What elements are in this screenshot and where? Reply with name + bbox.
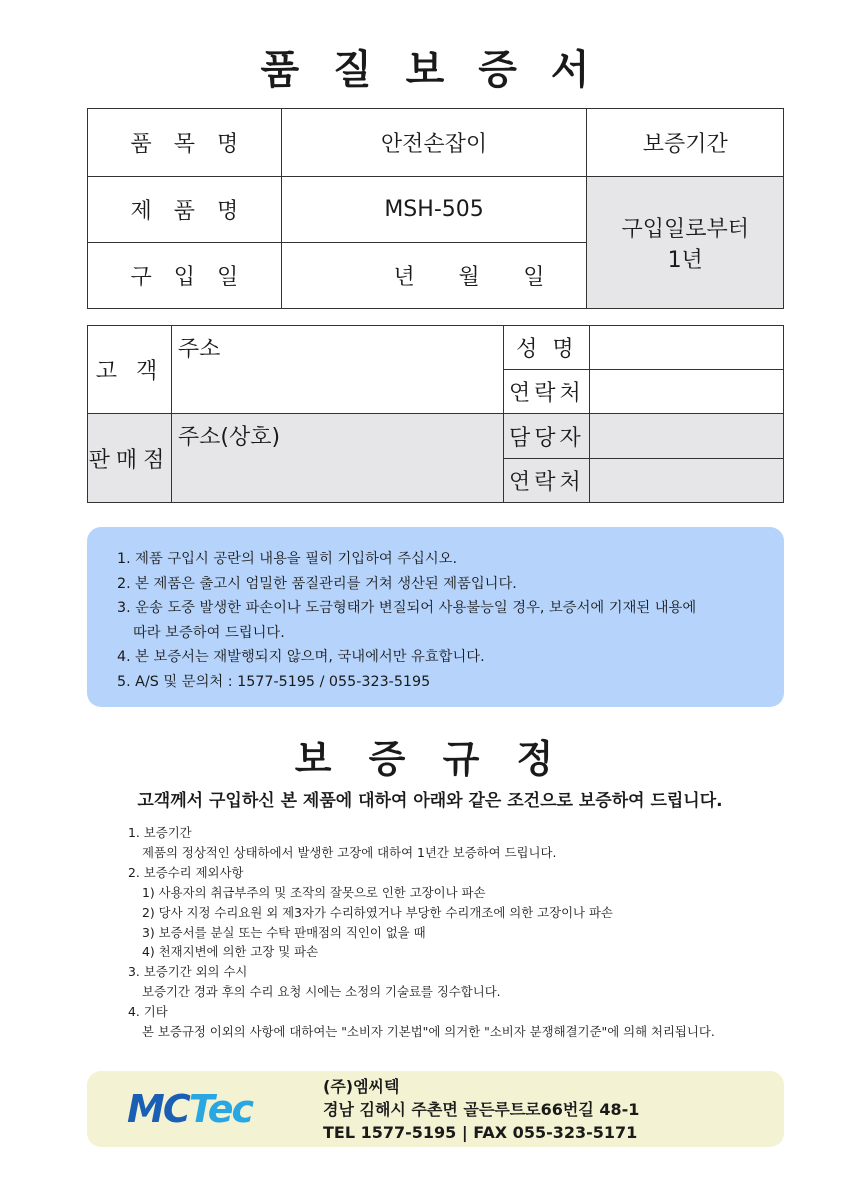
terms-line: 4. 기타 xyxy=(128,1004,168,1020)
company-footer xyxy=(87,1071,784,1147)
terms-line: 3. 보증기간 외의 수시 xyxy=(128,964,248,980)
date-month-label: 월 xyxy=(458,265,480,290)
dealer-contact-field[interactable] xyxy=(590,459,784,503)
company-info xyxy=(323,1075,639,1144)
notice-item: 2. 본 제품은 출고시 엄밀한 품질관리를 거쳐 생산된 제품입니다. xyxy=(117,575,517,592)
warranty-label: 보증기간 xyxy=(587,109,784,177)
customer-dealer-table xyxy=(87,325,784,503)
terms-line: 1) 사용자의 취급부주의 및 조작의 잘못으로 인한 고장이나 파손 xyxy=(142,884,486,900)
terms-line: 2) 당사 지정 수리요원 외 제3자가 수리하였거나 부당한 수리개조에 의한 고장이나 파손 xyxy=(142,904,613,920)
date-year-label: 년 xyxy=(393,265,415,290)
terms-line: 3) 보증서를 분실 또는 수탁 판매점의 직인이 없을 때 xyxy=(142,924,426,940)
model-value: MSH-505 xyxy=(281,177,587,243)
product-name-label: 품목명 xyxy=(88,109,282,177)
warranty-value-line1: 구입일로부터 xyxy=(621,216,749,242)
terms-list xyxy=(128,823,818,1042)
logo-mc: MC xyxy=(127,1087,189,1131)
warranty-value xyxy=(587,177,784,309)
dealer-manager-field[interactable] xyxy=(590,414,784,459)
product-info-table xyxy=(87,108,784,309)
dealer-address-field[interactable]: 주소(상호) xyxy=(171,414,504,503)
company-logo xyxy=(127,1087,252,1131)
model-label: 제품명 xyxy=(88,177,282,243)
notice-item: 1. 제품 구입시 공란의 내용을 필히 기입하여 주십시오. xyxy=(117,551,458,567)
customer-name-label: 성 명 xyxy=(504,326,590,370)
product-name-value: 안전손잡이 xyxy=(281,109,587,177)
terms-line: 보증기간 경과 후의 수리 요청 시에는 소정의 기술료를 징수합니다. xyxy=(142,984,501,1000)
notice-item: 따라 보증하여 드립니다. xyxy=(133,624,285,641)
warranty-value-line2: 1년 xyxy=(667,247,703,273)
purchase-date-label: 구입일 xyxy=(88,243,282,309)
company-contact: TEL 1577-5195 | FAX 055-323-5171 xyxy=(323,1123,638,1142)
dealer-label: 판매점 xyxy=(88,414,172,503)
terms-line: 2. 보증수리 제외사항 xyxy=(128,864,244,880)
notice-item: 5. A/S 및 문의처 : 1577-5195 / 055-323-5195 xyxy=(117,673,431,690)
logo-tec: Tec xyxy=(188,1087,253,1131)
dealer-contact-label: 연락처 xyxy=(504,459,590,503)
terms-line: 제품의 정상적인 상태하에서 발생한 고장에 대하여 1년간 보증하여 드립니다. xyxy=(142,844,557,860)
notice-box xyxy=(87,527,784,707)
customer-contact-field[interactable] xyxy=(590,370,784,414)
notice-item: 3. 운송 도중 발생한 파손이나 도금형태가 변질되어 사용불능일 경우, 보증서에 기재된 내용에 xyxy=(117,600,697,617)
customer-address-field[interactable]: 주소 xyxy=(171,326,504,414)
date-day-label: 일 xyxy=(523,265,545,290)
terms-line: 4) 천재지변에 의한 고장 및 파손 xyxy=(142,944,319,960)
company-address: 경남 김해시 주촌면 골든루트로66번길 48-1 xyxy=(323,1100,640,1119)
terms-line: 본 보증규정 이외의 사항에 대하여는 "소비자 기본법"에 의거한 "소비자 분쟁해결기준"에 의해 처리됩니다. xyxy=(142,1024,715,1040)
dealer-manager-label: 담당자 xyxy=(504,414,590,459)
customer-name-field[interactable] xyxy=(590,326,784,370)
customer-label: 고 객 xyxy=(88,326,172,414)
customer-contact-label: 연락처 xyxy=(504,370,590,414)
terms-intro: 고객께서 구입하신 본 제품에 대하여 아래와 같은 조건으로 보증하여 드립니다. xyxy=(137,791,723,811)
terms-line: 1. 보증기간 xyxy=(128,825,192,840)
company-name: (주)엠씨텍 xyxy=(323,1077,400,1096)
terms-title: 보 증 규 정 xyxy=(294,737,566,781)
notice-item: 4. 본 보증서는 재발행되지 않으며, 국내에서만 유효합니다. xyxy=(117,649,485,666)
document-title: 품 질 보 증 서 xyxy=(260,47,600,93)
purchase-date-field[interactable] xyxy=(281,243,587,309)
